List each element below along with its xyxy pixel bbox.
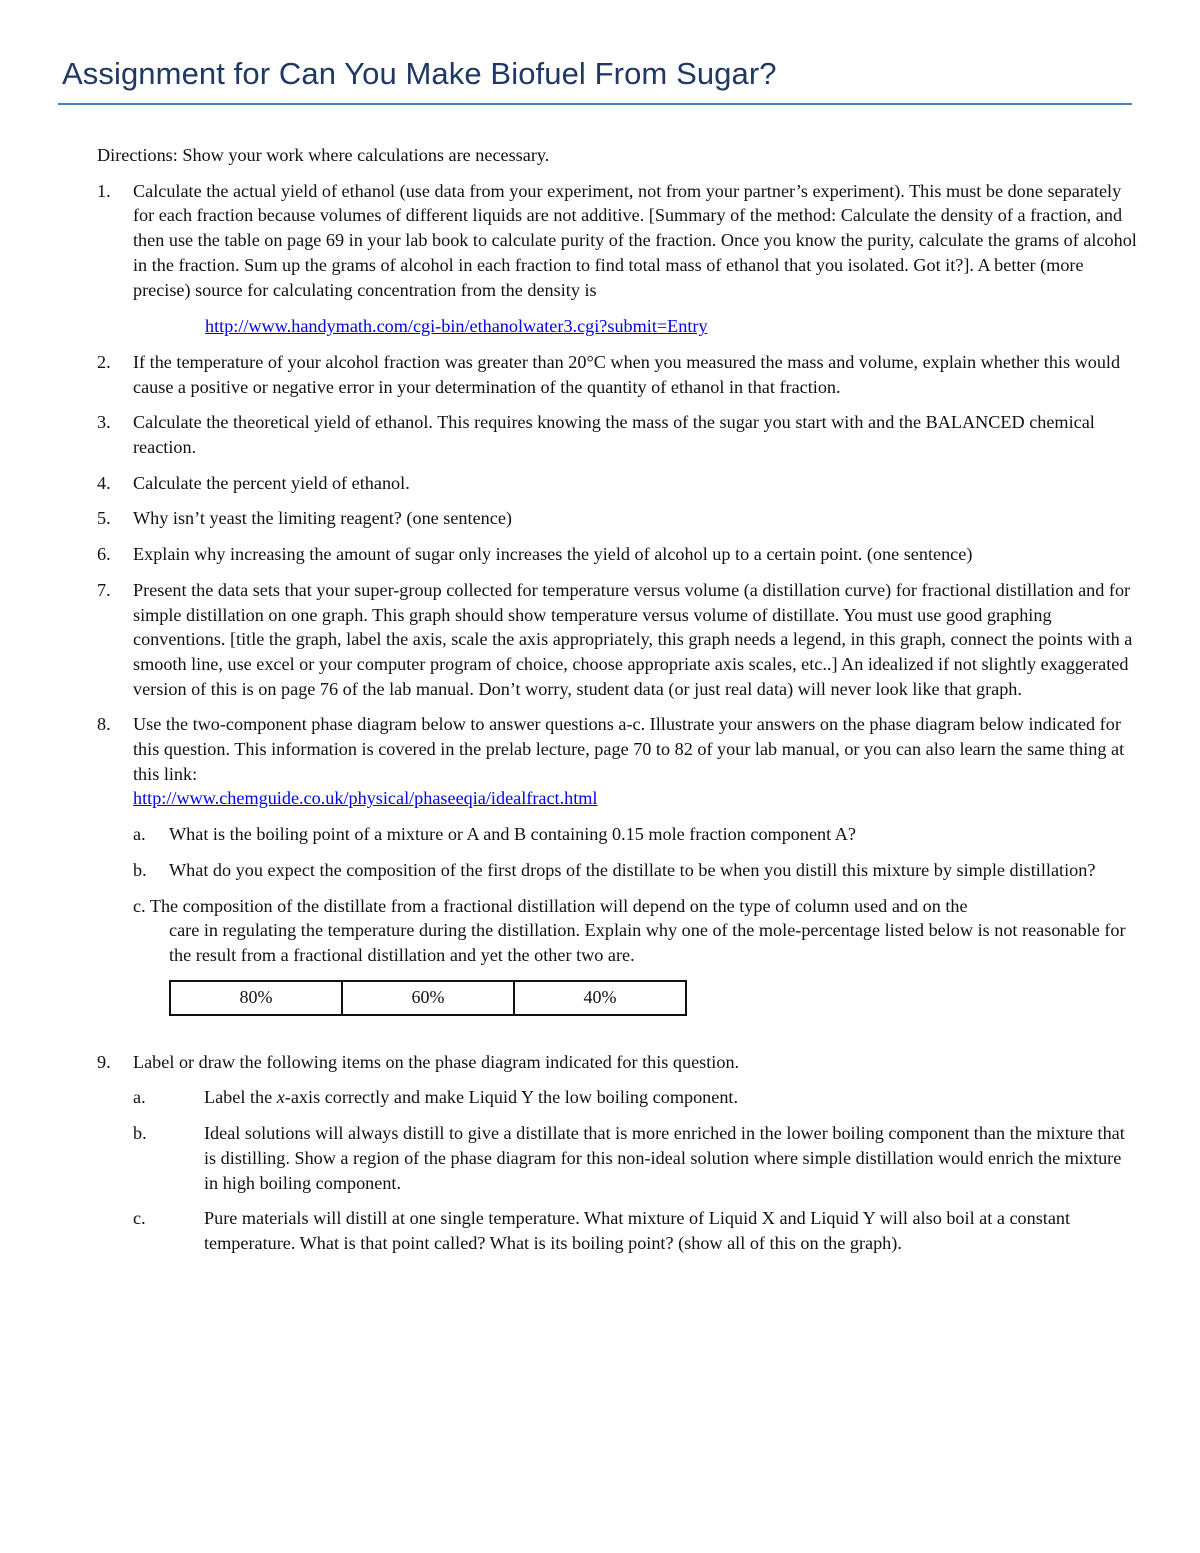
question-text: Present the data sets that your super-group collected for temperature versus volume (a distillation curve) for fractional distillation and for simple distillation on one graph. This graph should show temperature versus volume of distillate. You must use good graphing conventions. [title the graph, label the axis, scale the axis appropriately, this graph needs a legend, in this graph, connect the points with a smooth line, use excel or your computer program of choice, choose appropriate axis scales, etc..] An idealized if not slightly exaggerated version of this is on page 76 of the lab manual. Don’t worry, student data (or just real data) will never look like that graph. [133, 579, 1133, 699]
sub-letter: a. [133, 1087, 146, 1108]
percentage-table [169, 980, 687, 1016]
page-title: Assignment for Can You Make Biofuel From Sugar? [62, 56, 777, 91]
question-text [133, 712, 1137, 811]
question-8c [133, 894, 1137, 968]
question-8b [133, 858, 1137, 883]
question-number: 5. [97, 508, 111, 529]
question-number: 4. [97, 472, 111, 493]
question-number: 7. [97, 579, 111, 600]
sub-letter: c. [133, 1208, 146, 1229]
assignment-body [97, 143, 1137, 1267]
question-8a [133, 822, 1137, 847]
question-9 [97, 1050, 1137, 1256]
question-2 [97, 350, 1137, 399]
table-cell: 60% [342, 981, 514, 1015]
question-text: Calculate the percent yield of ethanol. [133, 472, 410, 493]
question-9b [133, 1121, 1137, 1195]
question-3 [97, 410, 1137, 459]
question-7 [97, 578, 1137, 702]
question-9c [133, 1206, 1137, 1255]
question-number: 8. [97, 714, 111, 735]
question-9a [133, 1085, 1137, 1110]
sub-text-first: The composition of the distillate from a fractional distillation will depend on the type of column used and on the [149, 895, 968, 916]
table-cell: 80% [170, 981, 342, 1015]
sub-text: Pure materials will distill at one single temperature. What mixture of Liquid X and Liquid Y will also boil at a constant temperature. What is that point called? What is its boiling point? (show all of this on the graph). [204, 1208, 1071, 1253]
question-5 [97, 506, 1137, 531]
directions-text: Directions: Show your work where calculations are necessary. [97, 145, 550, 165]
question-number: 2. [97, 351, 111, 372]
table-cell: 40% [514, 981, 686, 1015]
question-text: Calculate the actual yield of ethanol (use data from your experiment, not from your partner’s experiment). This must be done separately for each fraction because volumes of different liquids are not additive. [Summary of the method: Calculate the density of a fraction, and then use the table on page 69 in your lab book to calculate purity of the fraction. Once you know the purity, calculate the grams of alcohol in the fraction. Sum up the grams of alcohol in each fraction to find total mass of ethanol that you isolated. Got it?]. A better (more precise) source for calculating concentration from the density is [133, 180, 1137, 300]
sub-letter: b. [133, 859, 147, 880]
sub-text-rest: care in regulating the temperature during the distillation. Explain why one of the mole-percentage listed below is not reasonable for the result from a fractional distillation and yet the other two are. [169, 920, 1126, 965]
sub-text: Ideal solutions will always distill to give a distillate that is more enriched in the lower boiling component than the mixture that is distilling. Show a region of the phase diagram for this non-ideal solution where simple distillation would enrich the mixture in high boiling component. [204, 1123, 1125, 1193]
handymath-link[interactable]: http://www.handymath.com/cgi-bin/ethanolwater3.cgi?submit=Entry [205, 316, 708, 337]
sub-text-post: -axis correctly and make Liquid Y the low boiling component. [284, 1087, 739, 1108]
question-number: 6. [97, 544, 111, 565]
question-text: If the temperature of your alcohol fraction was greater than 20°C when you measured the mass and volume, explain whether this would cause a positive or negative error in your determination of the quantity of ethanol in that fraction. [133, 351, 1121, 397]
question-1 [97, 179, 1137, 339]
sub-text-italic: x [276, 1087, 285, 1108]
question-text: Calculate the theoretical yield of ethanol. This requires knowing the mass of the sugar you start with and the BALANCED chemical reaction. [133, 412, 1095, 458]
question-text: Label or draw the following items on the phase diagram indicated for this question. [133, 1051, 740, 1072]
sub-text: What do you expect the composition of the first drops of the distillate to be when you distill this mixture by simple distillation? [169, 859, 1096, 880]
chemguide-link[interactable]: http://www.chemguide.co.uk/physical/phaseeqia/idealfract.html [133, 788, 598, 809]
question-8 [97, 712, 1137, 1015]
sub-text: What is the boiling point of a mixture or A and B containing 0.15 mole fraction component A? [169, 824, 856, 845]
question-6 [97, 542, 1137, 567]
question-number: 3. [97, 412, 111, 433]
question-text: Explain why increasing the amount of sugar only increases the yield of alcohol up to a certain point. (one sentence) [133, 544, 973, 565]
question-number: 1. [97, 180, 111, 201]
sub-letter: b. [133, 1123, 147, 1144]
question-text-main: Use the two-component phase diagram below to answer questions a-c. Illustrate your answers on the phase diagram below indicated for this question. This information is covered in the prelab lecture, page 70 to 82 of your lab manual, or you can also learn the same thing at this link: [133, 714, 1125, 784]
question-4 [97, 471, 1137, 496]
sub-text-pre: Label the [204, 1087, 277, 1108]
sub-letter: a. [133, 824, 146, 845]
sub-letter: c. [133, 895, 146, 916]
title-divider [58, 103, 1132, 105]
question-text: Why isn’t yeast the limiting reagent? (one sentence) [133, 508, 512, 529]
question-number: 9. [97, 1051, 111, 1072]
